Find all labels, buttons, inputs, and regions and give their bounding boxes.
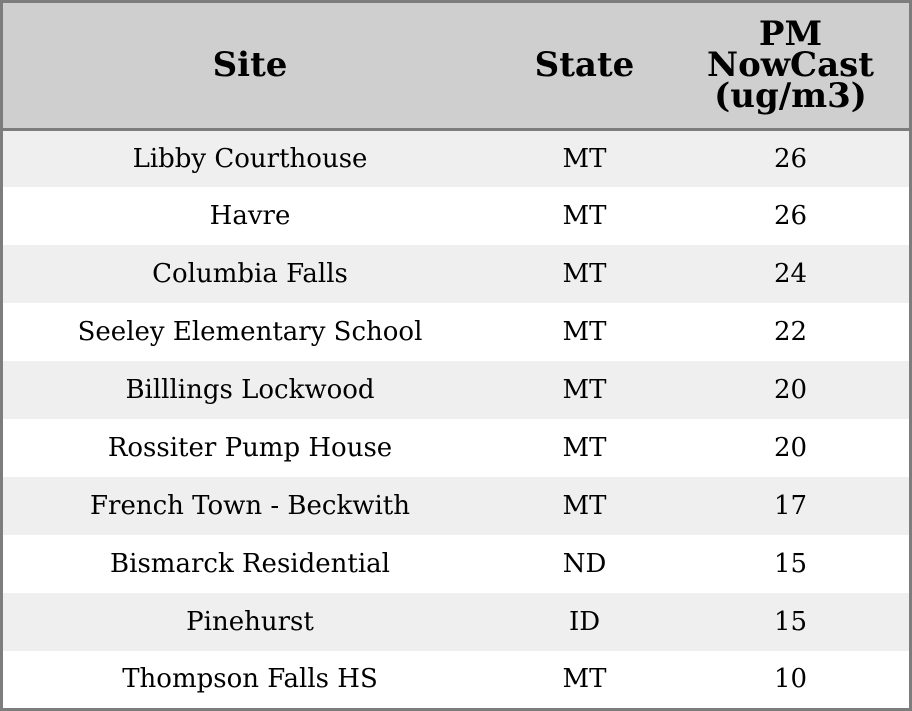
- pm-nowcast-cell: 26: [773, 143, 808, 174]
- pm-nowcast-cell: 17: [773, 491, 808, 521]
- table-row: [3, 303, 909, 361]
- state-cell: MT: [562, 317, 607, 347]
- state-cell: MT: [562, 433, 607, 463]
- column-header-pm-line-1: PM: [758, 13, 823, 54]
- state-cell: ND: [562, 549, 607, 579]
- pm-nowcast-cell: 15: [773, 607, 808, 637]
- state-cell: MT: [562, 259, 607, 289]
- table-row: [3, 187, 909, 245]
- state-cell: ID: [568, 607, 601, 637]
- site-cell: Billlings Lockwood: [125, 375, 375, 405]
- pm-nowcast-cell: 10: [773, 663, 808, 694]
- site-cell: Thompson Falls HS: [122, 663, 378, 694]
- state-cell: MT: [562, 663, 607, 694]
- column-header-pm-line-3: (ug/m3): [714, 75, 867, 116]
- table-row: [3, 651, 909, 706]
- pm-nowcast-cell: 15: [773, 549, 808, 579]
- table-header: [3, 3, 909, 129]
- column-header-pm-line-2: NowCast: [707, 44, 874, 85]
- pm-nowcast-cell: 22: [773, 317, 808, 347]
- column-header-pm-nowcast: [672, 3, 909, 129]
- site-cell: Rossiter Pump House: [107, 433, 393, 463]
- pm-nowcast-cell: 20: [773, 375, 808, 405]
- site-cell: French Town - Beckwith: [89, 491, 411, 521]
- table-row: [3, 419, 909, 477]
- table-row: [3, 245, 909, 303]
- table-row: [3, 129, 909, 187]
- site-cell: Seeley Elementary School: [77, 317, 423, 347]
- pm-nowcast-table: [3, 3, 909, 706]
- table-row: [3, 477, 909, 535]
- state-cell: MT: [562, 491, 607, 521]
- site-cell: Pinehurst: [186, 607, 314, 637]
- column-header-state: [497, 3, 672, 129]
- pm-nowcast-cell: 26: [773, 201, 808, 231]
- state-cell: MT: [562, 375, 607, 405]
- header-row: [3, 3, 909, 129]
- table-row: [3, 593, 909, 651]
- table-row: [3, 361, 909, 419]
- pm-nowcast-cell: 20: [773, 433, 808, 463]
- site-cell: Havre: [209, 201, 291, 231]
- state-cell: MT: [562, 201, 607, 231]
- table-body: [3, 129, 909, 706]
- site-cell: Libby Courthouse: [132, 143, 368, 174]
- state-cell: MT: [562, 143, 607, 174]
- site-cell: Columbia Falls: [152, 259, 348, 289]
- table-row: [3, 535, 909, 593]
- column-header-site-text: Site: [212, 44, 288, 85]
- column-header-state-text: State: [534, 44, 635, 85]
- pm-nowcast-cell: 24: [773, 259, 808, 289]
- site-cell: Bismarck Residential: [110, 549, 390, 579]
- column-header-site: [3, 3, 497, 129]
